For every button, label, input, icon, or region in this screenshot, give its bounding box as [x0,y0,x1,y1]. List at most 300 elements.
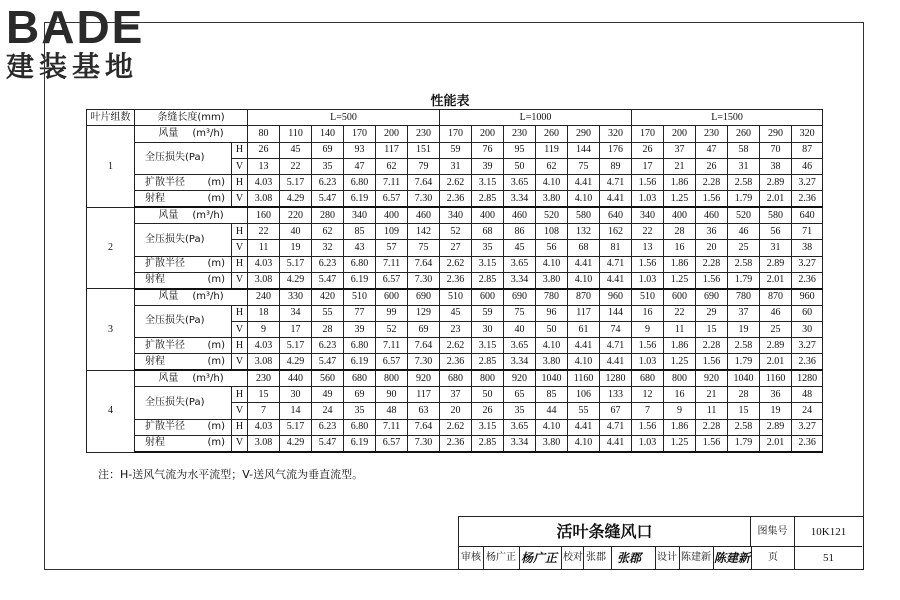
table-cell: 3.34 [504,354,536,370]
table-cell: 22 [280,158,312,174]
pressure-loss-label: 全压损失(Pa) [135,305,232,338]
table-cell: 460 [408,207,440,223]
flow-type-H: H [232,305,248,321]
table-cell: 560 [312,370,344,386]
table-cell: 1.56 [632,175,664,191]
airflow-label [135,289,248,305]
table-cell: 6.23 [312,175,344,191]
table-cell: 27 [440,240,472,256]
table-cell: 2.89 [760,256,792,272]
table-cell: 7.64 [408,256,440,272]
airflow-unit: (m³/h) [192,291,224,303]
group-number: 2 [87,207,135,288]
table-cell: 260 [536,126,568,142]
table-cell: 3.27 [792,338,823,354]
table-cell: 35 [312,158,344,174]
table-cell: 600 [664,289,696,305]
table-cell: 87 [792,142,823,158]
table-cell: 13 [632,240,664,256]
table-cell: 920 [504,370,536,386]
table-cell: 3.15 [472,256,504,272]
table-cell: 800 [376,370,408,386]
radius-text: 扩散半径 [145,258,185,270]
table-cell: 440 [280,370,312,386]
table-cell: 7.11 [376,419,408,435]
table-cell: 77 [344,305,376,321]
table-cell: 46 [760,305,792,321]
table-cell: 45 [504,240,536,256]
table-cell: 2.36 [792,435,823,452]
table-cell: 6.80 [344,338,376,354]
table-cell: 35 [472,240,504,256]
table-cell: 2.28 [696,419,728,435]
table-cell: 2.62 [440,419,472,435]
table-cell: 26 [472,403,504,419]
airflow-text: 风量 [158,372,179,384]
radius-label [135,256,232,272]
table-cell: 26 [248,142,280,158]
flow-type-V: V [232,403,248,419]
table-cell: 280 [312,207,344,223]
flow-type-H: H [232,175,248,191]
table-cell: 200 [376,126,408,142]
table-cell: 3.80 [536,354,568,370]
radius-label [135,419,232,435]
table-cell: 2.62 [440,338,472,354]
table-cell: 30 [280,387,312,403]
table-cell: 151 [408,142,440,158]
flow-type-V: V [232,191,248,207]
table-cell: 340 [632,207,664,223]
table-cell: 71 [792,224,823,240]
table-cell: 35 [344,403,376,419]
radius-label [135,175,232,191]
table-cell: 43 [344,240,376,256]
table-cell: 176 [600,142,632,158]
table-cell: 1.25 [664,191,696,207]
table-cell: 34 [280,305,312,321]
table-cell: 109 [376,224,408,240]
table-row [87,272,823,288]
table-cell: 11 [696,403,728,419]
table-cell: 3.80 [536,272,568,288]
table-cell: 90 [376,387,408,403]
table-cell: 330 [280,289,312,305]
table-cell: 1280 [600,370,632,386]
radius-unit: (m) [207,258,225,270]
table-cell: 920 [408,370,440,386]
throw-text: 射程 [145,274,165,286]
table-cell: 32 [312,240,344,256]
table-cell: 320 [792,126,823,142]
table-cell: 74 [600,321,632,337]
table-cell: 9 [632,321,664,337]
table-cell: 2.36 [440,272,472,288]
table-cell: 69 [344,387,376,403]
table-cell: 340 [344,207,376,223]
table-cell: 1160 [760,370,792,386]
table-cell: 6.80 [344,419,376,435]
table-cell: 5.17 [280,175,312,191]
table-cell: 21 [664,158,696,174]
airflow-unit: (m³/h) [192,372,224,384]
table-cell: 81 [600,240,632,256]
table-cell: 63 [408,403,440,419]
table-cell: 7.64 [408,419,440,435]
table-row [87,191,823,207]
table-cell: 45 [280,142,312,158]
table-cell: 2.89 [760,338,792,354]
table-cell: 170 [440,126,472,142]
table-cell: 4.10 [568,272,600,288]
table-cell: 39 [344,321,376,337]
table-cell: 59 [440,142,472,158]
table-cell: 2.01 [760,435,792,452]
checker-name: 张郡 [586,552,606,563]
table-cell: 49 [312,387,344,403]
table-cell: 3.08 [248,435,280,452]
table-row [87,224,823,240]
table-cell: 2.85 [472,435,504,452]
table-cell: 30 [472,321,504,337]
radius-unit: (m) [207,176,225,188]
table-cell: 170 [344,126,376,142]
table-cell: 4.41 [600,191,632,207]
radius-unit: (m) [207,339,225,351]
table-cell: 230 [408,126,440,142]
table-cell: 6.57 [376,354,408,370]
table-cell: 28 [312,321,344,337]
table-cell: 57 [376,240,408,256]
table-cell: 24 [312,403,344,419]
throw-unit: (m) [207,274,225,286]
table-cell: 50 [536,321,568,337]
table-cell: 68 [568,240,600,256]
table-cell: 2.36 [440,354,472,370]
table-cell: 4.41 [600,435,632,452]
table-cell: 1.56 [696,435,728,452]
table-cell: 3.27 [792,256,823,272]
table-cell: 58 [728,142,760,158]
table-cell: 44 [536,403,568,419]
checker-signature: 张郡 [617,551,642,565]
table-cell: 4.29 [280,354,312,370]
table-cell: 2.01 [760,191,792,207]
table-cell: 3.27 [792,419,823,435]
table-cell: 4.29 [280,191,312,207]
table-cell: 780 [728,289,760,305]
table-cell: 4.41 [600,272,632,288]
table-cell: 4.71 [600,419,632,435]
table-cell: 1.86 [664,419,696,435]
table-cell: 780 [536,289,568,305]
table-cell: 2.28 [696,338,728,354]
table-cell: 2.36 [792,354,823,370]
table-cell: 7.30 [408,272,440,288]
flow-type-H: H [232,256,248,272]
table-cell: 1.56 [632,338,664,354]
table-cell: 5.17 [280,256,312,272]
radius-text: 扩散半径 [145,421,185,433]
table-cell: 960 [792,289,823,305]
table-cell: 1.56 [632,419,664,435]
table-cell: 1.25 [664,435,696,452]
table-cell: 12 [632,387,664,403]
table-cell: 3.80 [536,191,568,207]
table-cell: 133 [600,387,632,403]
table-cell: 1.56 [696,354,728,370]
table-cell: 31 [440,158,472,174]
reviewer-name: 杨广正 [486,552,516,563]
table-cell: 3.34 [504,272,536,288]
table-cell: 510 [344,289,376,305]
table-cell: 1040 [728,370,760,386]
table-cell: 39 [472,158,504,174]
table-cell: 4.10 [568,435,600,452]
group-number: 3 [87,289,135,370]
table-cell: 7.64 [408,175,440,191]
table-cell: 144 [568,142,600,158]
table-cell: 68 [472,224,504,240]
table-cell: 31 [760,240,792,256]
airflow-label [135,370,248,386]
table-cell: 55 [312,305,344,321]
table-cell: 870 [760,289,792,305]
table-cell: 11 [664,321,696,337]
table-cell: 580 [568,207,600,223]
table-row [87,338,823,354]
designer-name: 陈建新 [681,552,711,563]
table-cell: 1.03 [632,191,664,207]
radius-text: 扩散半径 [145,339,185,351]
table-cell: 62 [312,224,344,240]
table-cell: 19 [760,403,792,419]
table-row [87,354,823,370]
table-cell: 16 [664,240,696,256]
table-cell: 50 [504,158,536,174]
table-cell: 3.15 [472,175,504,191]
table-row [87,175,823,191]
table-cell: 48 [792,387,823,403]
page-label: 页 [751,547,795,569]
table-cell: 61 [568,321,600,337]
table-cell: 230 [696,126,728,142]
table-row [87,387,823,403]
table-cell: 2.85 [472,272,504,288]
table-cell: 5.47 [312,191,344,207]
table-cell: 50 [472,387,504,403]
table-cell: 2.01 [760,272,792,288]
table-cell: 7.30 [408,435,440,452]
table-cell: 5.47 [312,354,344,370]
table-cell: 4.03 [248,419,280,435]
table-cell: 290 [568,126,600,142]
table-cell: 680 [632,370,664,386]
table-cell: 48 [376,403,408,419]
table-cell: 1160 [568,370,600,386]
table-cell: 24 [792,403,823,419]
airflow-text: 风量 [158,209,179,221]
table-cell: 119 [536,142,568,158]
table-cell: 1.86 [664,256,696,272]
table-cell: 230 [504,126,536,142]
designer-signature: 陈建新 [714,551,751,565]
table-cell: 89 [600,158,632,174]
table-cell: 26 [696,158,728,174]
table-cell: 4.10 [536,175,568,191]
table-cell: 79 [408,158,440,174]
table-cell: 510 [632,289,664,305]
table-cell: 690 [696,289,728,305]
throw-label [135,272,232,288]
throw-unit: (m) [207,355,225,367]
table-cell: 22 [632,224,664,240]
table-cell: 4.71 [600,338,632,354]
table-cell: 870 [568,289,600,305]
table-cell: 240 [248,289,280,305]
table-cell: 70 [760,142,792,158]
table-cell: 46 [728,224,760,240]
table-row [87,142,823,158]
table-cell: 800 [664,370,696,386]
reviewer-signature: 杨广正 [521,551,558,565]
throw-label [135,435,232,452]
table-cell: 67 [600,403,632,419]
table-cell: 52 [376,321,408,337]
table-cell: 108 [536,224,568,240]
table-cell: 160 [248,207,280,223]
table-cell: 1.56 [696,272,728,288]
table-row [87,419,823,435]
table-cell: 6.80 [344,256,376,272]
table-row [87,256,823,272]
table-cell: 3.08 [248,354,280,370]
drawing-name: 活叶条缝风口 [459,517,751,547]
table-row [87,435,823,452]
table-cell: 15 [696,321,728,337]
table-cell: 520 [728,207,760,223]
table-cell: 56 [760,224,792,240]
table-cell: 28 [728,387,760,403]
table-cell: 1.03 [632,354,664,370]
header-length-2: L=1500 [632,110,823,126]
table-cell: 7 [248,403,280,419]
table-cell: 1040 [536,370,568,386]
table-cell: 5.17 [280,338,312,354]
table-cell: 420 [312,289,344,305]
table-cell: 36 [760,387,792,403]
table-cell: 920 [696,370,728,386]
table-cell: 22 [248,224,280,240]
table-cell: 19 [280,240,312,256]
pressure-loss-label: 全压损失(Pa) [135,142,232,175]
table-cell: 7.11 [376,338,408,354]
table-cell: 162 [600,224,632,240]
table-cell: 3.08 [248,272,280,288]
table-cell: 7 [632,403,664,419]
throw-unit: (m) [207,437,225,449]
table-cell: 38 [792,240,823,256]
table-cell: 59 [472,305,504,321]
table-cell: 2.58 [728,175,760,191]
table-cell: 37 [440,387,472,403]
table-cell: 38 [760,158,792,174]
table-cell: 36 [696,224,728,240]
flow-type-V: V [232,272,248,288]
table-cell: 75 [568,158,600,174]
table-cell: 4.29 [280,435,312,452]
table-cell: 4.41 [568,175,600,191]
table-cell: 20 [696,240,728,256]
table-cell: 37 [664,142,696,158]
check-label: 校对 [563,552,583,563]
table-cell: 17 [632,158,664,174]
table-cell: 129 [408,305,440,321]
table-cell: 400 [664,207,696,223]
table-row [87,289,823,305]
table-cell: 1.25 [664,272,696,288]
table-cell: 6.19 [344,435,376,452]
table-cell: 4.41 [600,354,632,370]
table-cell: 3.34 [504,435,536,452]
table-cell: 170 [632,126,664,142]
table-row [87,370,823,386]
footnote: 注：H-送风气流为水平流型；V-送风气流为垂直流型。 [98,468,364,481]
table-row [87,305,823,321]
table-cell: 600 [376,289,408,305]
group-number: 1 [87,126,135,207]
table-cell: 9 [664,403,696,419]
table-cell: 7.11 [376,175,408,191]
table-cell: 65 [504,387,536,403]
table-cell: 7.30 [408,354,440,370]
throw-unit: (m) [207,192,225,204]
table-cell: 4.29 [280,272,312,288]
design-label: 设计 [657,552,677,563]
table-cell: 1.79 [728,354,760,370]
table-cell: 11 [248,240,280,256]
table-cell: 680 [344,370,376,386]
group-number: 4 [87,370,135,452]
header-length-0: L=500 [248,110,440,126]
table-cell: 76 [472,142,504,158]
table-cell: 45 [440,305,472,321]
flow-type-H: H [232,387,248,403]
review-label: 审核 [461,552,481,563]
table-cell: 26 [632,142,664,158]
table-cell: 220 [280,207,312,223]
table-cell: 320 [600,126,632,142]
airflow-label [135,126,248,142]
table-cell: 1.86 [664,175,696,191]
flow-type-V: V [232,354,248,370]
table-cell: 15 [728,403,760,419]
table-cell: 25 [728,240,760,256]
table-cell: 46 [792,158,823,174]
table-cell: 6.19 [344,354,376,370]
table-cell: 340 [440,207,472,223]
table-cell: 62 [536,158,568,174]
table-cell: 1.25 [664,354,696,370]
table-cell: 2.62 [440,175,472,191]
table-cell: 69 [408,321,440,337]
flow-type-V: V [232,321,248,337]
table-cell: 60 [792,305,823,321]
table-cell: 99 [376,305,408,321]
table-cell: 6.19 [344,191,376,207]
table-cell: 200 [664,126,696,142]
table-cell: 85 [536,387,568,403]
